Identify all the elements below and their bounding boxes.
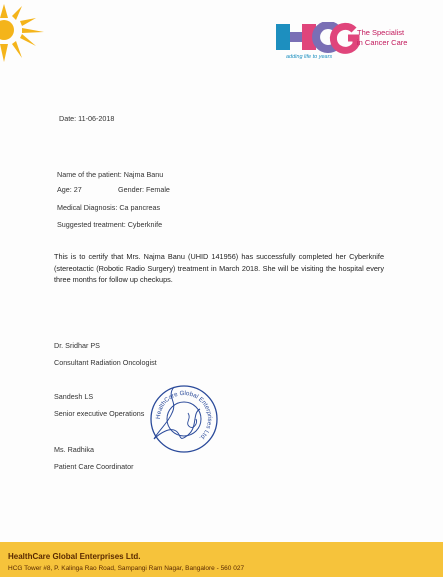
- signatory2-name: Sandesh LS: [54, 392, 94, 401]
- treatment-line: Suggested treatment: Cyberknife: [57, 220, 163, 229]
- footer-address: HCG Tower #8, P. Kalinga Rao Road, Sampangi Ram Nagar, Bangalore - 560 027: [8, 565, 245, 572]
- gender-line: Gender: Female: [118, 185, 170, 194]
- signatory2-title: Senior executive Operations: [54, 409, 145, 418]
- signatory3-title: Patient Care Coordinator: [54, 462, 134, 471]
- company-stamp: [148, 383, 220, 455]
- date-line: Date: 11-06-2018: [59, 114, 115, 123]
- stamp-text: HealthCare Global Enterprises Ltd.: [154, 389, 214, 442]
- signatory3-name: Ms. Radhika: [54, 445, 94, 454]
- footer-company: HealthCare Global Enterprises Ltd.: [8, 552, 141, 561]
- tagline-line1: The Specialist: [357, 28, 405, 37]
- age-line: Age: 27: [57, 185, 82, 194]
- svg-text:HealthCare Global Enterprises: [155, 390, 213, 442]
- signatory1-title: Consultant Radiation Oncologist: [54, 358, 157, 367]
- hcg-tagline: [357, 28, 437, 48]
- patient-name-line: Name of the patient: Najma Banu: [57, 170, 164, 179]
- signatory1-name: Dr. Sridhar PS: [54, 341, 100, 350]
- tagline-line2: in Cancer Care: [357, 38, 408, 47]
- certificate-paragraph: This is to certify that Mrs. Najma Banu (UHID 141956) has successfully completed her Cyberknife (stereotactic (Robotic Radio Surgery) treatment in March 2018. She will be visiting the hospital every three months for follow up checkups.: [54, 252, 384, 284]
- sun-logo-icon: [0, 0, 50, 70]
- diagnosis-line: Medical Diagnosis: Ca pancreas: [57, 203, 161, 212]
- logo-subtext: adding life to years: [286, 54, 333, 60]
